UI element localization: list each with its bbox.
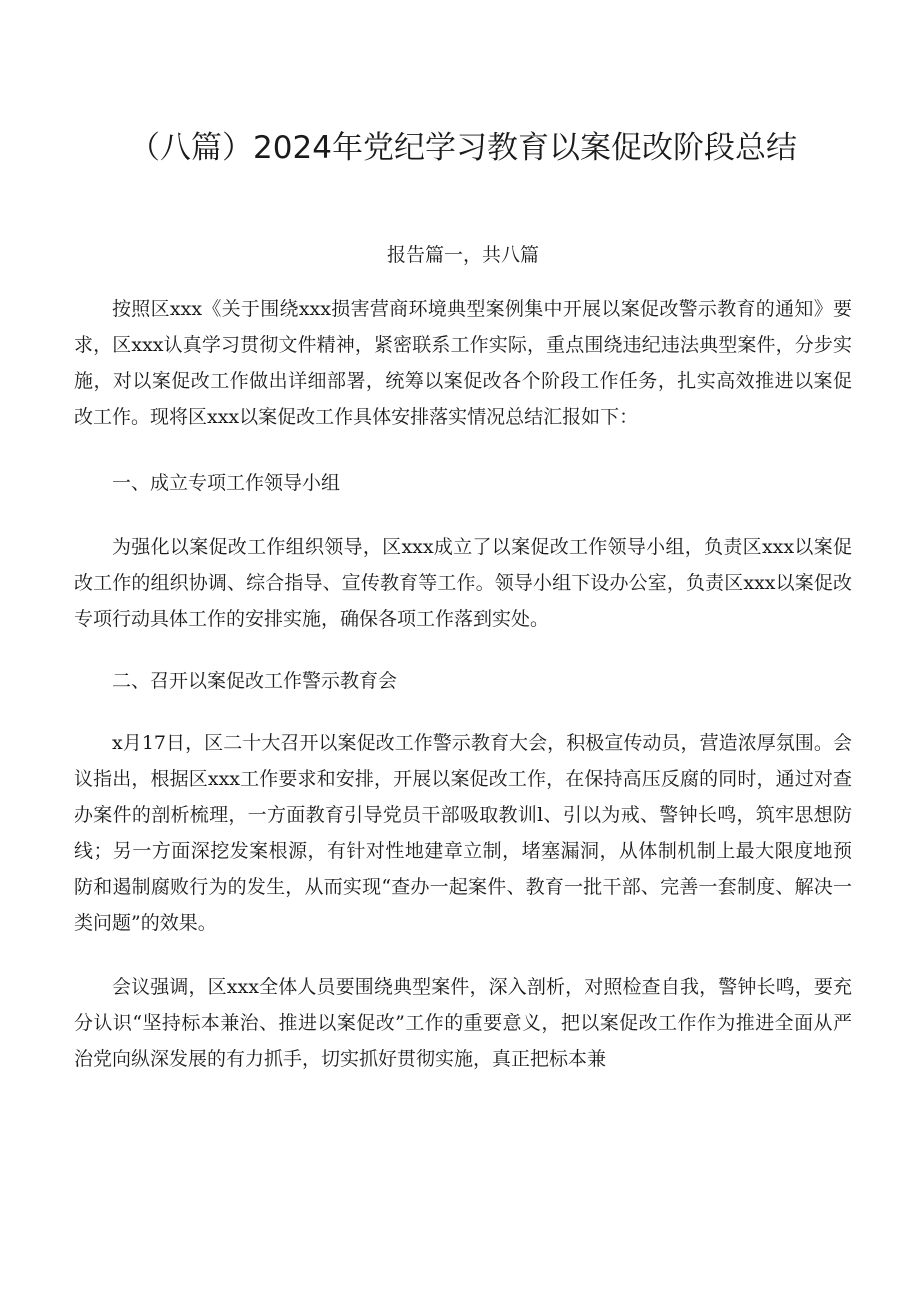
document-title: （八篇）2024年党纪学习教育以案促改阶段总结 (129, 130, 797, 166)
section-1-paragraph: 为强化以案促改工作组织领导，区xxx成立了以案促改工作领导小组，负责区xxx以案促改工作的组织协调、综合指导、宣传教育等工作。领导小组下设办公室，负责区xxx以案促改专项行动具体工作的安排实施，确保各项工作落到实处。 (74, 536, 852, 630)
intro-paragraph: 按照区xxx《关于围绕xxx损害营商环境典型案例集中开展以案促改警示教育的通知》要求，区xxx认真学习贯彻文件精神，紧密联系工作实际，重点围绕违纪违法典型案件，分步实施，对以案促改工作做出详细部署，统筹以案促改各个阶段工作任务，扎实高效推进以案促改工作。现将区xxx以案促改工作具体安排落实情况总结汇报如下： (74, 298, 852, 428)
section-2-paragraph-2: 会议强调，区xxx全体人员要围绕典型案件，深入剖析，对照检查自我，警钟长鸣，要充分认识“坚持标本兼治、推进以案促改”工作的重要意义，把以案促改工作作为推进全面从严治党向纵深发展的有力抓手，切实抓好贯彻实施，真正把标本兼 (74, 976, 852, 1070)
section-2-paragraph: x月17日，区二十大召开以案促改工作警示教育大会，积极宣传动员，营造浓厚氛围。会议指出，根据区xxx工作要求和安排，开展以案促改工作，在保持高压反腐的同时，通过对查办案件的剖析梳理，一方面教育引导党员干部吸取教训l、引以为戒、警钟长鸣，筑牢思想防线；另一方面深挖发案根源，有针对性地建章立制，堵塞漏洞，从体制机制上最大限度地预防和遏制腐败行为的发生，从而实现“查办一起案件、教育一批干部、完善一套制度、解决一类问题”的效果。 (74, 732, 852, 934)
section-heading-1: 一、成立专项工作领导小组 (112, 472, 341, 494)
section-heading-2: 二、召开以案促改工作警示教育会 (112, 670, 398, 692)
document-subtitle: 报告篇一，共八篇 (386, 244, 539, 266)
